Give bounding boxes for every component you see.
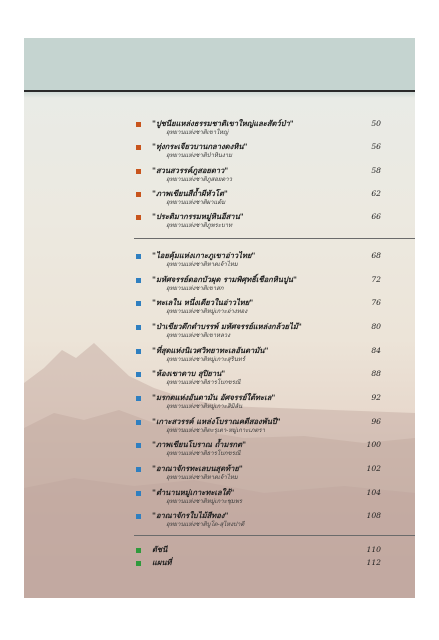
toc-entry[interactable] bbox=[24, 321, 415, 345]
page-number: 84 bbox=[371, 345, 381, 355]
page-number: 112 bbox=[366, 558, 381, 567]
toc-entry[interactable] bbox=[24, 188, 415, 212]
entry-subtitle: อุทยานแห่งชาติหมู่เกาะสุรินทร์ bbox=[166, 355, 245, 363]
square-bullet-icon bbox=[136, 561, 141, 566]
section-divider bbox=[134, 238, 415, 239]
entry-title: "ห้องเขาดาบ สุปิยาน" bbox=[152, 369, 226, 379]
square-bullet-icon bbox=[136, 514, 141, 519]
page-number: 76 bbox=[371, 298, 381, 308]
square-bullet-icon bbox=[136, 301, 141, 306]
entry-title: "ปูชนียแหล่งธรรมชาติเขาใหญ่และสัตว์ป่า" bbox=[152, 119, 294, 128]
toc-entry[interactable] bbox=[24, 297, 415, 321]
entry-title: "เกาะสวรรค์ แหล่งโบราณคดีสองพันปี" bbox=[152, 416, 281, 426]
toc-entry[interactable] bbox=[24, 118, 415, 142]
entry-title: "ภาพเขียนโบราณ ถ้ำมรกต" bbox=[152, 440, 247, 450]
square-bullet-icon bbox=[136, 192, 141, 197]
entry-subtitle: อุทยานแห่งชาติธารโบกขรณี bbox=[166, 450, 241, 458]
header-band bbox=[24, 38, 415, 90]
toc-entry[interactable] bbox=[24, 392, 415, 416]
entry-subtitle: อุทยานแห่งชาติป่าหินงาม bbox=[166, 152, 233, 160]
entry-title: "ป่าเขียวดึกดำบรรพ์ มหัศจรรย์แหล่งกล้วยไม้" bbox=[152, 321, 302, 331]
toc-entry[interactable] bbox=[24, 368, 415, 392]
page-number: 68 bbox=[371, 251, 381, 260]
entry-subtitle: อุทยานแห่งชาติภูสอยดาว bbox=[166, 175, 233, 183]
entry-title: "ทุ่งกระเจียวบานกลางดงหิน" bbox=[152, 142, 248, 152]
square-bullet-icon bbox=[136, 145, 141, 150]
square-bullet-icon bbox=[136, 254, 141, 259]
entry-subtitle: อุทยานแห่งชาติหมู่เกาะสิมิลัน bbox=[166, 402, 243, 410]
entry-title: "มหัศจรรย์ดอกบัวผุด รามพิศุทธิ์เชือกหินปูน" bbox=[152, 274, 297, 284]
square-bullet-icon bbox=[136, 396, 141, 401]
entry-subtitle: อุทยานแห่งชาติเขาใหญ่ bbox=[166, 129, 229, 136]
page-number: 92 bbox=[371, 392, 381, 402]
square-bullet-icon bbox=[136, 443, 141, 448]
entry-subtitle: อุทยานแห่งชาติภูพระบาท bbox=[166, 222, 233, 230]
entry-subtitle: อุทยานแห่งชาติบูโด-สุไหงปาดี bbox=[166, 521, 245, 529]
entry-title: "ภาพเขียนสีถ้ำผีหัวโต" bbox=[152, 188, 228, 198]
page-number: 72 bbox=[371, 274, 381, 284]
entry-subtitle: อุทยานแห่งชาติเขาหลวง bbox=[166, 331, 231, 339]
entry-title: "สวนสวรรค์ภูสอยดาว" bbox=[152, 165, 229, 175]
section-divider bbox=[134, 535, 415, 536]
toc-entry[interactable] bbox=[24, 557, 415, 581]
square-bullet-icon bbox=[136, 420, 141, 425]
page-number: 110 bbox=[366, 545, 381, 554]
page-number: 56 bbox=[371, 142, 381, 152]
entry-title: ดัชนี bbox=[152, 545, 168, 554]
page-number: 88 bbox=[371, 369, 381, 379]
square-bullet-icon bbox=[136, 169, 141, 174]
toc-entry[interactable] bbox=[24, 165, 415, 189]
page-number: 96 bbox=[371, 416, 381, 426]
toc-entry[interactable] bbox=[24, 274, 415, 298]
square-bullet-icon bbox=[136, 349, 141, 354]
page-number: 66 bbox=[371, 212, 381, 222]
toc-entry[interactable] bbox=[24, 345, 415, 369]
page-number: 102 bbox=[366, 463, 381, 473]
page-number: 104 bbox=[366, 487, 381, 497]
entry-title: "ที่สุดแห่งนิเวศวิทยาทะเลอันดามัน" bbox=[152, 345, 269, 355]
square-bullet-icon bbox=[136, 278, 141, 283]
entry-title: "ทะเลใน หนึ่งเดียวในอ่าวไทย" bbox=[152, 298, 254, 308]
entry-title: "มรกตแห่งอันดามัน อัศจรรย์ใต้ทะเล" bbox=[152, 392, 276, 402]
page-number: 100 bbox=[366, 440, 381, 450]
entry-subtitle: อุทยานแห่งชาติหาดเจ้าไหม bbox=[166, 261, 238, 268]
header-rule bbox=[24, 90, 415, 92]
toc-entry[interactable] bbox=[24, 250, 415, 274]
page-number: 58 bbox=[371, 165, 381, 175]
book-page bbox=[24, 38, 415, 598]
page-number: 50 bbox=[371, 119, 381, 128]
toc-entry[interactable] bbox=[24, 439, 415, 463]
square-bullet-icon bbox=[136, 491, 141, 496]
entry-subtitle: อุทยานแห่งชาติหมู่เกาะชุมพร bbox=[166, 497, 243, 505]
square-bullet-icon bbox=[136, 372, 141, 377]
entry-title: "ไอยคุ้มแห่งเกาะภูเขาอ่าวไทย" bbox=[152, 251, 256, 260]
entry-subtitle: อุทยานแห่งชาติผาแต้ม bbox=[166, 198, 226, 206]
square-bullet-icon bbox=[136, 325, 141, 330]
entry-title: "อาณาจักรใบไม้สีทอง" bbox=[152, 511, 229, 521]
toc-entry[interactable] bbox=[24, 141, 415, 165]
toc-entry[interactable] bbox=[24, 510, 415, 534]
entry-subtitle: อุทยานแห่งชาติหมู่เกาะอ่างทอง bbox=[166, 308, 248, 316]
entry-subtitle: อุทยานแห่งชาติเขาสก bbox=[166, 284, 224, 292]
square-bullet-icon bbox=[136, 215, 141, 220]
toc-entry[interactable] bbox=[24, 463, 415, 487]
entry-title: "ประติมากรรมหมู่หินอีสาน" bbox=[152, 212, 244, 222]
page-number: 108 bbox=[366, 511, 381, 521]
page-number: 62 bbox=[371, 188, 381, 198]
toc-entry[interactable] bbox=[24, 211, 415, 235]
toc-entry[interactable] bbox=[24, 416, 415, 440]
toc-entry[interactable] bbox=[24, 487, 415, 511]
square-bullet-icon bbox=[136, 122, 141, 127]
entry-title: "ตำนานหมู่เกาะทะเลใต้" bbox=[152, 487, 235, 497]
entry-title: แผนที่ bbox=[152, 558, 172, 567]
square-bullet-icon bbox=[136, 548, 141, 553]
entry-title: "อาณาจักรทะเลบนสุดท้าย" bbox=[152, 463, 243, 473]
entry-subtitle: อุทยานแห่งชาติตะรุเตา-หมู่เกาะเภตรา bbox=[166, 426, 265, 434]
page-number: 80 bbox=[371, 321, 381, 331]
square-bullet-icon bbox=[136, 467, 141, 472]
entry-subtitle: อุทยานแห่งชาติธารโบกขรณี bbox=[166, 379, 241, 387]
entry-subtitle: อุทยานแห่งชาติหาดเจ้าไหม bbox=[166, 473, 238, 481]
